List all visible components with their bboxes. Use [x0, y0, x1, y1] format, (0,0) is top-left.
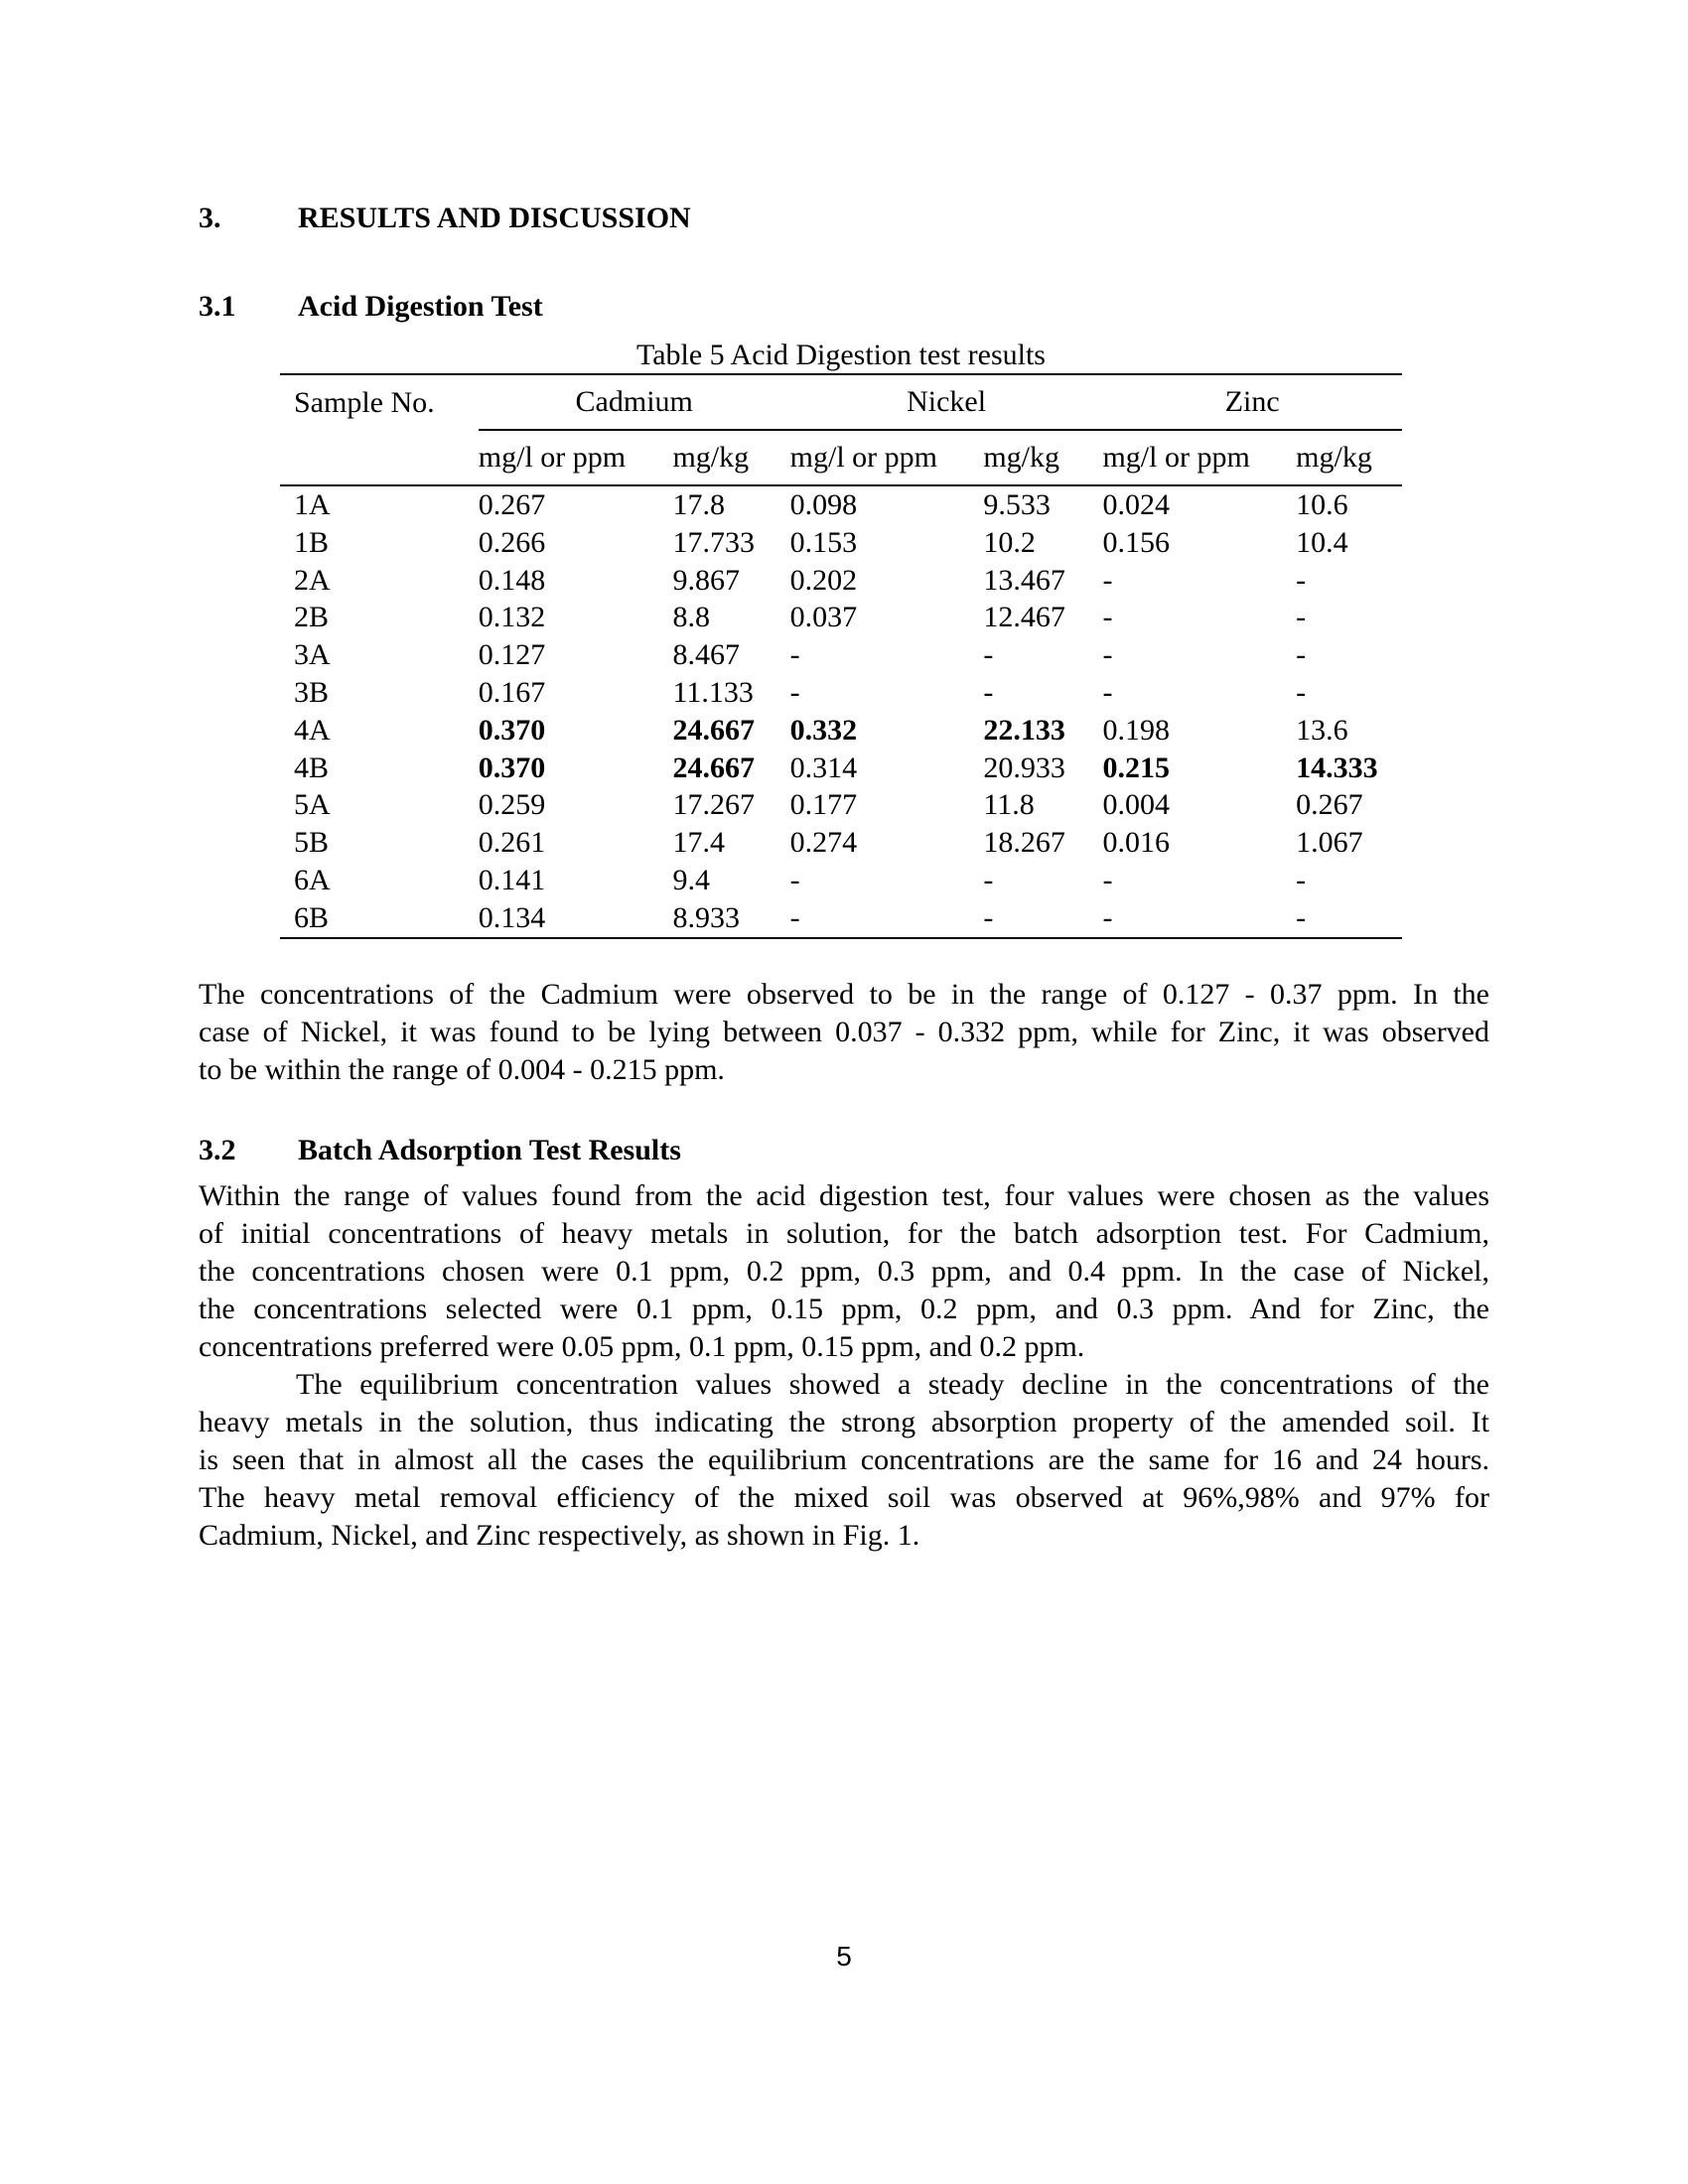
value-cell: 0.259	[478, 788, 546, 822]
value-cell: 17.267	[672, 788, 755, 822]
header-nickel: Nickel	[790, 374, 1103, 430]
value-cell: 0.267	[1296, 788, 1363, 822]
value-cell: 8.467	[672, 638, 740, 672]
sample-cell: 4B	[294, 751, 330, 784]
header-unit: mg/kg	[672, 441, 750, 474]
value-cell: -	[1296, 675, 1307, 709]
header-unit: mg/l or ppm	[478, 441, 627, 474]
header-unit: mg/l or ppm	[789, 441, 937, 474]
value-cell: 0.016	[1102, 826, 1170, 860]
acid-digestion-table	[280, 373, 1402, 939]
header-blank	[280, 430, 479, 485]
value-cell: 0.141	[478, 863, 546, 896]
value-cell: -	[1102, 638, 1113, 672]
value-cell: -	[1102, 863, 1113, 896]
header-zinc: Zinc	[1102, 374, 1402, 430]
value-cell: 11.8	[983, 788, 1035, 822]
value-cell: 13.6	[1296, 713, 1348, 747]
text-line: the concentrations chosen were 0.1 ppm, 0.2 ppm, 0.3 ppm, and 0.4 ppm. In the case of Nickel,	[199, 1255, 1489, 1288]
value-cell: 0.261	[478, 826, 546, 860]
value-cell: -	[789, 638, 800, 672]
text-line: Cadmium, Nickel, and Zinc respectively, as shown in Fig. 1.	[199, 1519, 920, 1552]
value-cell: 14.333	[1296, 751, 1378, 784]
value-cell: -	[1102, 900, 1113, 934]
table-caption: Table 5 Acid Digestion test results	[635, 339, 1046, 371]
table-row	[280, 485, 1402, 524]
sample-cell: 4A	[294, 713, 331, 747]
value-cell: 0.332	[789, 713, 858, 747]
value-cell: 1.067	[1296, 826, 1363, 860]
value-cell: 0.198	[1102, 713, 1170, 747]
value-cell: -	[1102, 675, 1113, 709]
value-cell: 9.867	[672, 563, 740, 597]
sample-cell: 1B	[294, 525, 330, 559]
text-line: heavy metals in the solution, thus indicating the strong absorption property of the amended soil. It	[199, 1406, 1489, 1438]
table-row	[280, 750, 1402, 787]
value-cell: 0.156	[1102, 525, 1170, 559]
value-cell: 9.4	[672, 863, 710, 896]
sample-cell: 2B	[294, 601, 330, 634]
text-line: Within the range of values found from the acid digestion test, four values were chosen as the values	[199, 1179, 1489, 1212]
table-row	[280, 786, 1402, 824]
value-cell: 0.215	[1102, 751, 1170, 784]
value-cell: 0.274	[789, 826, 858, 860]
sample-cell: 1A	[294, 488, 331, 521]
value-cell: 8.8	[672, 601, 710, 634]
table-row	[280, 599, 1402, 636]
value-cell: 0.370	[478, 751, 546, 784]
value-cell: -	[1296, 563, 1307, 597]
sample-cell: 5B	[294, 826, 330, 860]
sample-cell: 3A	[294, 638, 331, 672]
value-cell: 0.098	[789, 488, 858, 521]
value-cell: 10.6	[1296, 488, 1348, 521]
value-cell: 20.933	[983, 751, 1065, 784]
value-cell: -	[1102, 563, 1113, 597]
table-row	[280, 636, 1402, 674]
value-cell: -	[789, 675, 800, 709]
value-cell: 0.037	[789, 601, 858, 634]
header-cadmium: Cadmium	[479, 374, 790, 430]
header-unit: mg/l or ppm	[1102, 441, 1250, 474]
value-cell: -	[789, 900, 800, 934]
text-line: to be within the range of 0.004 - 0.215 ppm.	[199, 1053, 725, 1086]
paragraph-concentration-ranges	[199, 976, 1489, 1089]
value-cell: 0.177	[789, 788, 858, 822]
value-cell: -	[1296, 900, 1307, 934]
section-title: Batch Adsorption Test Results	[298, 1134, 681, 1166]
table-row	[280, 562, 1402, 600]
value-cell: -	[983, 863, 994, 896]
value-cell: -	[1296, 638, 1307, 672]
paragraph-batch-concentrations	[199, 1177, 1489, 1366]
header-sample-no: Sample No.	[294, 385, 435, 419]
value-cell: 0.314	[789, 751, 858, 784]
value-cell: -	[983, 675, 994, 709]
value-cell: 0.004	[1102, 788, 1170, 822]
table-row	[280, 899, 1402, 938]
text-line: concentrations preferred were 0.05 ppm, 0.1 ppm, 0.15 ppm, and 0.2 ppm.	[199, 1330, 1085, 1363]
table-row	[280, 824, 1402, 862]
value-cell: 17.8	[672, 488, 725, 521]
value-cell: 17.4	[672, 826, 725, 860]
text-line: The equilibrium concentration values showed a steady decline in the concentrations of the	[296, 1368, 1489, 1401]
value-cell: 0.127	[478, 638, 546, 672]
value-cell: 10.4	[1296, 525, 1348, 559]
text-line: of initial concentrations of heavy metals in solution, for the batch adsorption test. For Cadmium,	[199, 1217, 1489, 1250]
value-cell: 0.267	[478, 488, 546, 521]
value-cell: 18.267	[983, 826, 1065, 860]
value-cell: -	[1296, 863, 1307, 896]
section-3-1-heading	[199, 290, 1092, 330]
value-cell: 0.132	[478, 601, 546, 634]
value-cell: 22.133	[983, 713, 1065, 747]
table-row	[280, 524, 1402, 562]
table-row	[280, 862, 1402, 899]
section-number: 3.1	[199, 290, 236, 323]
value-cell: 0.370	[478, 713, 546, 747]
value-cell: 0.148	[478, 563, 546, 597]
value-cell: 0.266	[478, 525, 546, 559]
page-number: 5	[836, 1941, 852, 1972]
value-cell: 0.024	[1102, 488, 1170, 521]
sample-cell: 3B	[294, 675, 330, 709]
section-number: 3.	[199, 202, 221, 234]
value-cell: -	[1296, 601, 1307, 634]
sample-cell: 6B	[294, 900, 330, 934]
section-3-heading	[199, 202, 1092, 241]
value-cell: -	[983, 900, 994, 934]
value-cell: 0.153	[789, 525, 858, 559]
table-row	[280, 674, 1402, 712]
value-cell: 11.133	[672, 675, 754, 709]
text-line: The heavy metal removal efficiency of the mixed soil was observed at 96%,98% and 97% for	[199, 1481, 1489, 1514]
sample-cell: 6A	[294, 863, 331, 896]
value-cell: 0.167	[478, 675, 546, 709]
text-line: The concentrations of the Cadmium were observed to be in the range of 0.127 - 0.37 ppm. In the	[199, 978, 1489, 1011]
sample-cell: 2A	[294, 563, 331, 597]
value-cell: -	[983, 638, 994, 672]
value-cell: 8.933	[672, 900, 740, 934]
header-unit: mg/kg	[983, 441, 1060, 474]
value-cell: 10.2	[983, 525, 1036, 559]
value-cell: 24.667	[672, 751, 755, 784]
section-3-2-heading	[199, 1134, 1092, 1173]
value-cell: 0.202	[789, 563, 858, 597]
value-cell: 12.467	[983, 601, 1065, 634]
value-cell: -	[1102, 601, 1113, 634]
header-unit: mg/kg	[1296, 441, 1372, 474]
section-title: Acid Digestion Test	[298, 290, 543, 323]
table-row	[280, 712, 1402, 750]
section-title: RESULTS AND DISCUSSION	[298, 202, 691, 234]
section-number: 3.2	[199, 1134, 236, 1166]
value-cell: 0.134	[478, 900, 546, 934]
value-cell: 17.733	[672, 525, 755, 559]
value-cell: -	[789, 863, 800, 896]
value-cell: 24.667	[672, 713, 755, 747]
text-line: case of Nickel, it was found to be lying between 0.037 - 0.332 ppm, while for Zinc, it was observed	[199, 1016, 1489, 1048]
value-cell: 9.533	[983, 488, 1051, 521]
text-line: the concentrations selected were 0.1 ppm, 0.15 ppm, 0.2 ppm, and 0.3 ppm. And for Zinc, the	[199, 1293, 1489, 1325]
text-line: is seen that in almost all the cases the equilibrium concentrations are the same for 16 and 24 hours.	[199, 1443, 1489, 1476]
value-cell: 13.467	[983, 563, 1065, 597]
sample-cell: 5A	[294, 788, 331, 822]
paragraph-equilibrium	[199, 1366, 1489, 1555]
